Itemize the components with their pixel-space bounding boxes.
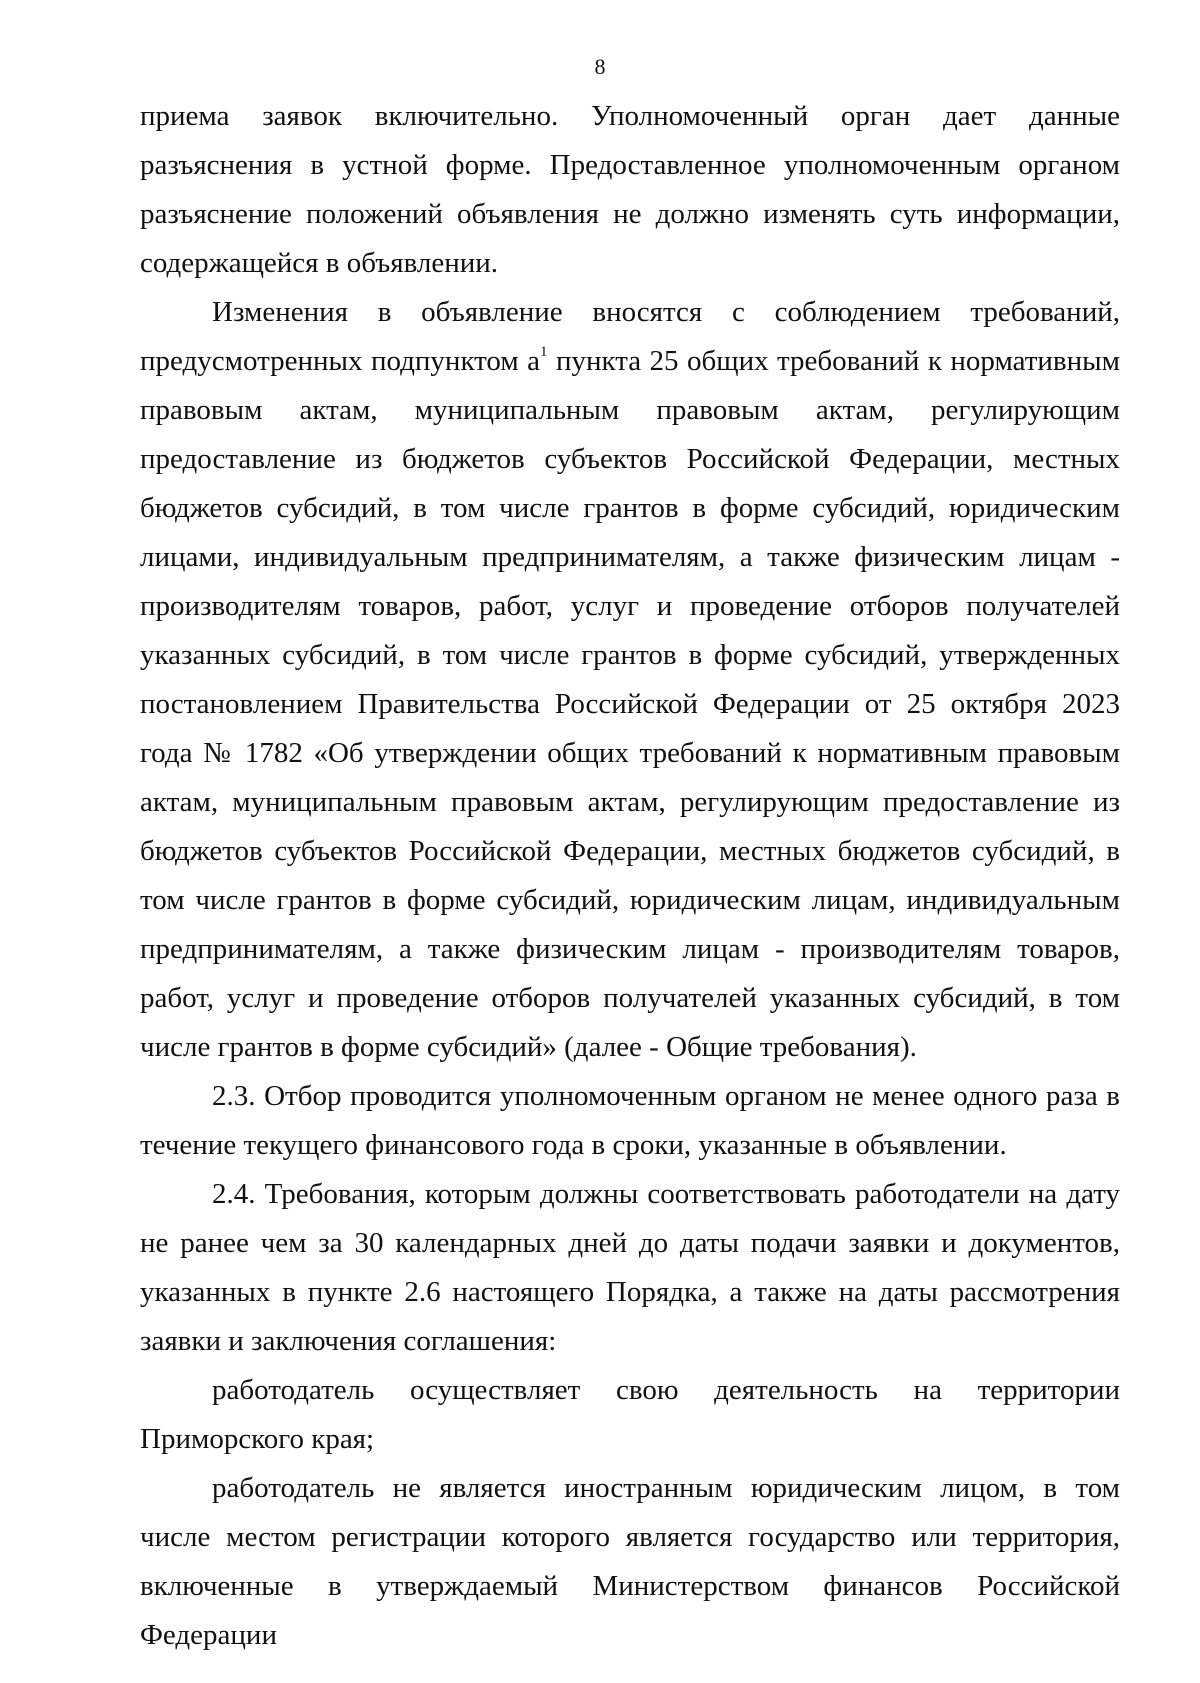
paragraph-text: пункта 25 общих требований к нормативным правовым актам, муниципальным правовым актам, регулирующим предоставление из бюджетов субъектов Российской Федерации, местных бюджетов субсидий, в том числе грантов в форме субсидий, юридическим лицами, индивидуальным предпринимателям, а также физическим лицам - производителям товаров, работ, услуг и проведение отборов получателей указанных субсидий, в том числе грантов в форме субсидий, утвержденных постановлением Правительства Российской Федерации от 25 октября 2023 года № 1782 «Об утверждении общих требований к нормативным правовым актам, муниципальным правовым актам, регулирующим предоставление из бюджетов субъектов Российской Федерации, местных бюджетов субсидий, в том числе грантов в форме субсидий, юридическим лицам, индивидуальным предпринимателям, а также физическим лицам - производителям товаров, работ, услуг и проведение отборов получателей указанных субсидий, в том числе грантов в форме субсидий» (далее - Общие требования). — [140, 345, 1120, 1063]
paragraph-requirement-territory: работодатель осуществляет свою деятельность на территории Приморского края; — [140, 1374, 1120, 1455]
paragraph-text: Изменения в объявление вносятся с соблюдением требований, предусмотренных подпунктом а — [140, 296, 1120, 377]
paragraph-clarification-end: приема заявок включительно. Уполномоченный орган дает данные разъяснения в устной форме. Предоставленное уполномоченным органом разъяснение положений объявления не должно изменять суть информации, содержащейся в объявлении. — [140, 100, 1120, 279]
paragraph-2-3: 2.3. Отбор проводится уполномоченным органом не менее одного раза в течение текущего финансового года в сроки, указанные в объявлении. — [140, 1080, 1120, 1161]
document-body — [140, 92, 1120, 1660]
paragraph-announcement-changes — [140, 288, 1120, 1072]
paragraph-requirement-foreign-entity: работодатель не является иностранным юридическим лицом, в том числе местом регистрации которого является государство или территория, включенные в утверждаемый Министерством финансов Российской Федерации — [140, 1472, 1120, 1651]
paragraph-2-4: 2.4. Требования, которым должны соответствовать работодатели на дату не ранее чем за 30 календарных дней до даты подачи заявки и документов, указанных в пункте 2.6 настоящего Порядка, а также на даты рассмотрения заявки и заключения соглашения: — [140, 1178, 1120, 1357]
page-number: 8 — [594, 54, 606, 79]
superscript-mark: 1 — [540, 344, 548, 360]
